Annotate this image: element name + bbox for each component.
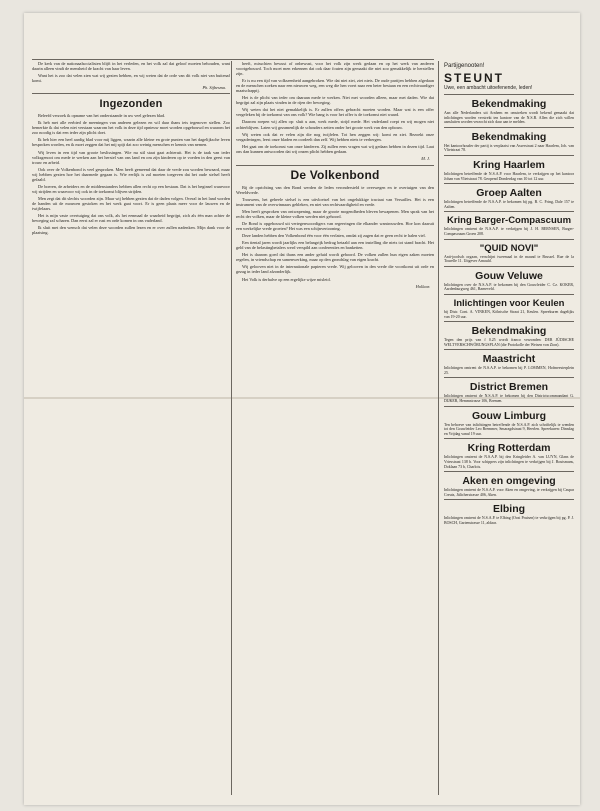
ad-title: Bekendmaking [471, 130, 547, 143]
intro-text [32, 61, 230, 83]
paragraph: Ik heb met alle eerbied de meeningen van anderen gelezen en wil daar thans iets tegenover stellen. Zoo bemerkte ik dat velen niet verstaan waarom het volk in deze tijd opnieuw moet worden opgebouwd en waarom het zoo noodig is dat een ieder zijn plicht doet. [32, 120, 230, 136]
newspaper-page [24, 13, 580, 805]
ingezonden-article [32, 113, 230, 235]
article-signature: M. J. [421, 155, 430, 161]
ad-groep-aalten [444, 183, 574, 211]
paragraph: Wij leven in een tijd van groote beslissingen. Wie nu stil staat gaat achteruit. Het is de taak van ieder volksgenoot om mede te werken aan het herstel van ons land en om zijn kinderen op te voeden in den geest van trouw en arbeid. [32, 149, 230, 165]
column-left [32, 61, 230, 795]
paragraph: De kerk van de nationaalsocialisten blijft in het verleden, en het volk zal dat geloof moeten behouden, want daarin alleen vindt de mensheid de kracht van haar leven. [32, 61, 230, 72]
ad-title: Gouw Limburg [471, 409, 547, 422]
ad-elbing [444, 499, 574, 527]
ad-title: Bekendmaking [471, 325, 547, 338]
ad-title: Gouw Veluwe [475, 269, 543, 282]
ad-title: Kring Barger-Compascuum [446, 215, 572, 227]
ad-maastricht [444, 349, 574, 377]
ad-gouw-veluwe [444, 266, 574, 294]
ad-title: Elbing [492, 503, 526, 516]
continued-article [236, 61, 434, 154]
ad-title: Inlichtingen voor Keulen [453, 297, 565, 309]
steunt-subtitle: Uwe, een ambacht uitoefenende, leden! [444, 85, 533, 91]
ad-aken [444, 471, 574, 499]
paragraph: Wij gelooven niet in de internationale papieren vrede. Wij gelooven in den vrede die voortkomt uit orde en gezag in ieder land afzonderlijk. [236, 264, 434, 275]
volkenbond-headline: De Volkenbond [236, 165, 434, 182]
column-right-ads [444, 61, 574, 795]
ad-title: Bekendmaking [471, 98, 547, 110]
paragraph: Men zegt dat dit slechts woorden zijn. Maar wij hebben gezien dat de daden volgen. Overal in het land worden de handen uit de mouwen gestoken en het werk gaat voort. Er is geen plaats meer voor de lauwen en de twijfelaars. [32, 195, 230, 211]
paragraph: Wij weten dat het niet gemakkelijk is. Er zullen offers gebracht moeten worden. Maar wat is een offer vergeleken bij de toekomst van ons volk? Wie bang is voor het offer is de toekomst niet waard. [236, 107, 434, 118]
paragraph: Ik sluit met den wensch dat velen deze woorden zullen lezen en er over zullen nadenken. Mijn dank voor de plaatsing. [32, 225, 230, 236]
column-rule [231, 61, 232, 795]
ad-body: Inlichtingen betreffende de N.S.A.P. voor Haarlem, te verkrijgen op het kantoor Johan van Vlietstraat 78. Geopend Donderdag van 10 tot 12 uur. [444, 171, 574, 181]
paragraph: Want het is zoo dat velen zien wat wij gezien hebben, en wij weten dat de orde van dit volk niet van buitenaf komt. [32, 73, 230, 84]
ad-title: "QUID NOVI" [479, 242, 539, 254]
paragraph: Het is de plicht van ieder om daaraan mede te werken. Niet met woorden alleen, maar met daden. Wie dat begrijpt zal zijn plaats vinden in de rijen der beweging. [236, 95, 434, 106]
paragraph: Het is mijn vaste overtuiging dat ons volk, als het eenmaal de waarheid begrijpt, zich als één man achter de beweging zal scharen. Dan eerst zal er rust en orde komen in ons vaderland. [32, 213, 230, 224]
paragraph: heeft, misschien bewust of onbewust, voor het volk zijn werk gedaan en op het werk van anderen voortgebouwd. Toch moet men erkennen dat ook daar fouten zijn gemaakt die niet zoo gemakkelijk te herstellen zijn. [236, 61, 434, 77]
ad-title: Aken en omgeving [462, 475, 556, 488]
ad-title: Groep Aalten [476, 187, 542, 200]
ad-bekendmaking [444, 321, 574, 349]
paragraph: Deze landen hebben den Volkenbond één voor één verlaten, omdat zij zagen dat er geen recht te halen viel. [242, 233, 426, 239]
ad-title: Kring Haarlem [473, 158, 545, 171]
paragraph: Bij de oprichting van den Bond werden de leden verondersteld te overwegen en te overtuigen van den Wereldvrede. [236, 184, 434, 195]
ad-body: Tegen den prijs van f 0.25 wordt franco verzonden: DER JÜDISCHE WELTVERSCHWÖRUNGSPLAN (die Protokolle der Weisen von Zion). [444, 338, 574, 347]
paragraph: Er is nu een tijd van volkseenheid aangebroken. Wie dat niet ziet, ziet niets. De oude partijen hebben afgedaan en de menschen zoeken naar een nieuwen weg, een weg die hen voert naar een beter bestaan en een rechtvaardiger maatschappij. [236, 78, 434, 94]
ad-body: Aan alle Nederlanders uit Arnhem en omstreken wordt bekend gemaakt dat inlichtingen worden verstrekt ten kantore van de N.S.B. Allen die zich willen aansluiten worden verzocht zich daar aan te melden. [444, 111, 574, 125]
volkenbond-article [236, 185, 434, 282]
paragraph: Een tiental jaren wordt jaarlijks een belangrijk bedrag betaald aan een instelling die niets tot stand bracht. Het geld van de belastingbetalers werd verspild aan conferenties en banketten. [236, 240, 434, 251]
intro-signature: Ph. Sijbesma. [202, 85, 226, 91]
ad-body: Anti-joodsch orgaan, verschijnt tweemaal in de maand te Brussel. Rue de la Tourelle 11. Uitgever Arnauld. [444, 254, 574, 264]
paragraph: Trouwens, het geheele stelsel is een uitvloeisel van het ongelukkige tractaat van Versailles. Het is een instrument van de overwinnaars gebleken, en niet van rechtvaardigheid en vrede. [236, 196, 434, 207]
ad-body: Inlichtingen omtrent de N.S.A.P. te bekomen bij P. LOMMEN, Hofmeesterplein 25. [444, 366, 574, 375]
paragraph: De boeren, de arbeiders en de middenstanders hebben allen recht op een bestaan. Dat is het beginsel waarvoor wij strijden en waarvoor wij ook in de toekomst blijven strijden. [32, 183, 230, 194]
ad-body: Inlichtingen omtrent de N.S.A.P. te Elbing (Oost Pruisen) te verkrijgen bij pg. P. J. BOSCH, Gartenstrasse 11, aldaar. [444, 516, 574, 525]
ad-title: District Bremen [469, 381, 549, 394]
column-middle [236, 61, 434, 795]
ad-body: Het kantoorhouder der partij is verplaatst van Asserstraat 2 naar Haarlem, Joh. van Vlietstraat 78. [444, 143, 574, 153]
column-rule [438, 61, 439, 795]
top-rule [32, 59, 434, 60]
ad-title: Kring Rotterdam [467, 442, 551, 455]
ad-body: Inlichtingen omtrent de N.S.A.P. bij den Kringleider A. van LUYN, Glans de Vriesstraat 138 b. Voor schippers zijn inlichtingen te verkrijgen bij J. Boutsmans, Doklaan 73 b, Charlois. [444, 455, 574, 469]
partijgenoten-label: Partijgenooten! [444, 63, 485, 69]
paragraph: Het gaat om de toekomst van onze kinderen. Zij zullen eens vragen wat wij gedaan hebben in dezen tijd. Laat ons dan kunnen antwoorden dat wij onzen plicht hebben gedaan. [236, 143, 434, 154]
ad-body: bij Distr. Cont. A. VINKEN, Kölnische Straat 21, Keulen. Spreekuren dagelijks van 19-20 uur. [444, 309, 574, 319]
paragraph: Het is daarom goed dat thans een ander geluid wordt gehoord. De volken zullen hun eigen zaken moeten regelen, in vriendschap en samenwerking, maar op den grondslag van eigen kracht. [236, 252, 434, 263]
ad-body: Inlichtingen omtrent de N.S.A.P. te bekomen bij den Districtscommandant G. DIJKER, Hemmstrasse 106, Bremen. [444, 394, 574, 404]
ad-gouw-limburg [444, 406, 574, 439]
ad-barger-compascuum [444, 211, 574, 238]
ad-district-bremen [444, 377, 574, 405]
ad-body: Inlichtingen omtrent de N.S.A.P. voor Aken en omgeving, te verkrijgen bij Caspar Creutz, Jülicherstrasse 406, Aken. [444, 488, 574, 497]
paragraph: Ik heb hier een heel aardig blad voor mij liggen, waarin alle kleine en grote punten van het dagelijksche leven besproken worden, en ik moet zeggen dat het mij spijt dat zoo weinig menschen er kennis van nemen. [32, 137, 230, 148]
ad-kring-rotterdam [444, 438, 574, 471]
paragraph: Men heeft gesproken van ontwapening, maar de groote mogendheden bleven bewapenen. Men sprak van het recht der volken, maar de kleine volken werden niet gehoord. [236, 208, 434, 220]
paragraph: Ook over de Volkenbond is veel gesproken. Men heeft gemeend dat daar de vrede zou worden bewaard, maar wij hebben gezien hoe het daarmede gegaan is. Wie eerlijk is zal moeten toegeven dat het oude stelsel heeft gefaald. [32, 166, 230, 182]
ingezonden-headline: Ingezonden [99, 98, 163, 111]
ad-body: Inlichtingen betreffende de N.S.A.P. te bekomen bij pg. B. C. Fring, Dale 157 te Aalten. [444, 200, 574, 209]
ad-body: Inlichtingen over de N.S.A.P. te bekomen bij den Gouwleider C. Cz. KOKER, Aardenburgweg 461, Barneveld. [444, 282, 574, 292]
ad-body: Ten behoeve van inlichtingen betreffende de N.S.A.P. zich schriftelijk te wenden tot den Gouwleider Leo Bremmer, Smaragdstraat 9, Heerlen. Spreekuren: Dinsdag en Vrijdag vanaf 19 uur. [444, 422, 574, 436]
ad-quid-novi [444, 239, 574, 266]
ad-kring-haarlem [444, 155, 574, 183]
paragraph: Het Volk is derhalve op een ergelijke wijze misleid. [242, 276, 331, 282]
ad-title: Maastricht [482, 353, 536, 366]
paragraph: Beleefd verzoek ik opname van het onderstaande in uw veel gelezen blad. [38, 113, 166, 119]
paragraph: Wij weten ook dat er velen zijn die nog twijfelen. Tot hen zeggen wij: komt en ziet. Bezoekt onze vergaderingen, leest onze bladen en oordeelt dan zelf. Wij hebben niets te verbergen. [236, 131, 434, 142]
divider [32, 93, 230, 94]
volkenbond-signature: Hollaar. [415, 283, 430, 289]
ad-bekendmaking [444, 127, 574, 155]
paragraph: De Bond is opgebouwd uit vertegenwoordigers van regeeringen die elkander wantrouwden. Hoe kon daaruit een werkelijke vrede groeien? Het was een schijnvertooning. [236, 221, 434, 232]
ad-body: Inlichtingen omtrent de N.S.A.P. te verkrijgen bij J. H. BERNSEN, Barger-Compascuum Groen 208. [444, 227, 574, 236]
steunt-heading: STEUNT [444, 71, 504, 85]
ad-keulen [444, 294, 574, 321]
ad-bekendmaking [444, 94, 574, 127]
paragraph: Daarom roepen wij allen op: sluit u aan, werk mede, strijd mede. Het vaderland roept en wij mogen niet achterblijven. Laten wij gezamenlijk de schouders zetten onder het groote werk van den opbouw. [236, 119, 434, 130]
